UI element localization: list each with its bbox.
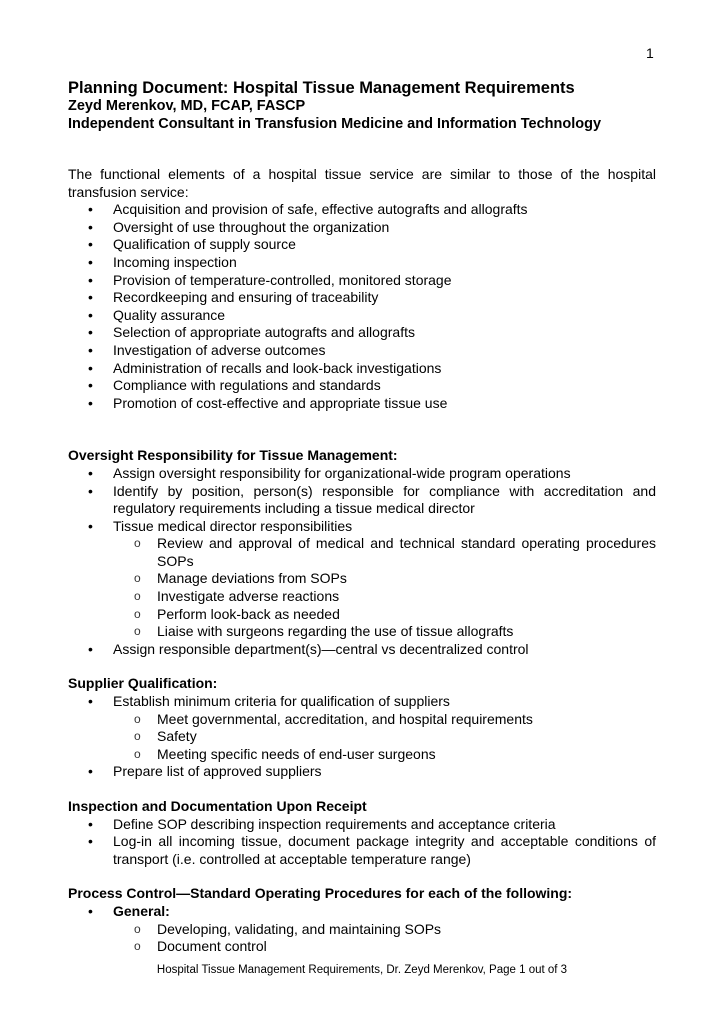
supplier-list bbox=[68, 693, 656, 781]
functional-elements-list bbox=[68, 201, 656, 412]
page-footer: Hospital Tissue Management Requirements, Dr. Zeyd Merenkov, Page 1 out of 3 bbox=[156, 964, 568, 976]
sub-list-item: o Investigate adverse reactions bbox=[113, 588, 656, 606]
list-item-label: Establish minimum criteria for qualification of suppliers bbox=[113, 693, 450, 710]
sub-list-item: o Perform look-back as needed bbox=[113, 606, 656, 624]
process-list bbox=[68, 903, 656, 956]
list-item: • Compliance with regulations and standards bbox=[68, 377, 656, 395]
spacer bbox=[68, 658, 656, 675]
sub-list-item: o Developing, validating, and maintaining SOPs bbox=[113, 921, 656, 939]
list-item-label: General: bbox=[113, 902, 170, 919]
list-item: • Assign responsible department(s)—central vs decentralized control bbox=[68, 641, 656, 659]
sub-list-item: o Manage deviations from SOPs bbox=[113, 570, 656, 588]
list-item: • Acquisition and provision of safe, effective autografts and allografts bbox=[68, 201, 656, 219]
criteria-sublist bbox=[113, 711, 656, 764]
document-header bbox=[68, 79, 668, 133]
sub-list-item: o Document control bbox=[113, 938, 656, 956]
section-title-supplier: Supplier Qualification: bbox=[68, 675, 218, 692]
page-number: 1 bbox=[646, 45, 654, 61]
list-item: • Define SOP describing inspection requirements and acceptance criteria bbox=[68, 816, 656, 834]
list-item-director bbox=[68, 518, 656, 641]
list-item: • Incoming inspection bbox=[68, 254, 656, 272]
document-body bbox=[68, 166, 656, 956]
document-title: Planning Document: Hospital Tissue Management Requirements bbox=[68, 79, 575, 97]
list-item-general bbox=[68, 903, 656, 956]
list-item: • Quality assurance bbox=[68, 307, 656, 325]
spacer bbox=[68, 868, 656, 885]
list-item: • Oversight of use throughout the organization bbox=[68, 219, 656, 237]
list-item: • Prepare list of approved suppliers bbox=[68, 763, 656, 781]
list-item: • Assign oversight responsibility for organizational-wide program operations bbox=[68, 465, 656, 483]
general-sublist bbox=[113, 921, 656, 956]
list-item: • Log-in all incoming tissue, document package integrity and acceptable conditions of transport (i.e. controlled at acceptable temperature range) bbox=[68, 833, 656, 868]
list-item: • Qualification of supply source bbox=[68, 236, 656, 254]
list-item-criteria bbox=[68, 693, 656, 763]
list-item-label: Tissue medical director responsibilities bbox=[113, 517, 353, 534]
director-sublist bbox=[113, 535, 656, 641]
section-title-oversight: Oversight Responsibility for Tissue Management: bbox=[68, 447, 398, 464]
section-title-process: Process Control—Standard Operating Procedures for each of the following: bbox=[68, 885, 573, 902]
list-item: • Provision of temperature-controlled, monitored storage bbox=[68, 272, 656, 290]
spacer bbox=[68, 412, 656, 447]
list-item: • Administration of recalls and look-back investigations bbox=[68, 360, 656, 378]
oversight-list bbox=[68, 465, 656, 659]
sub-list-item: o Review and approval of medical and technical standard operating procedures SOPs bbox=[113, 535, 656, 570]
spacer bbox=[68, 781, 656, 798]
sub-list-item: o Meet governmental, accreditation, and hospital requirements bbox=[113, 711, 656, 729]
inspection-list bbox=[68, 816, 656, 869]
intro-paragraph: The functional elements of a hospital tissue service are similar to those of the hospital transfusion service: bbox=[68, 166, 656, 200]
list-item: • Recordkeeping and ensuring of traceability bbox=[68, 289, 656, 307]
list-item: • Identify by position, person(s) responsible for compliance with accreditation and regulatory requirements including a tissue medical director bbox=[68, 483, 656, 518]
sub-list-item: o Meeting specific needs of end-user surgeons bbox=[113, 746, 656, 764]
section-title-inspection: Inspection and Documentation Upon Receipt bbox=[68, 798, 367, 814]
list-item: • Investigation of adverse outcomes bbox=[68, 342, 656, 360]
author-role: Independent Consultant in Transfusion Medicine and Information Technology bbox=[68, 116, 602, 132]
author-line: Zeyd Merenkov, MD, FCAP, FASCP bbox=[68, 98, 306, 114]
list-item: • Selection of appropriate autografts and allografts bbox=[68, 324, 656, 342]
sub-list-item: o Liaise with surgeons regarding the use of tissue allografts bbox=[113, 623, 656, 641]
list-item: • Promotion of cost-effective and appropriate tissue use bbox=[68, 395, 656, 413]
sub-list-item: o Safety bbox=[113, 728, 656, 746]
